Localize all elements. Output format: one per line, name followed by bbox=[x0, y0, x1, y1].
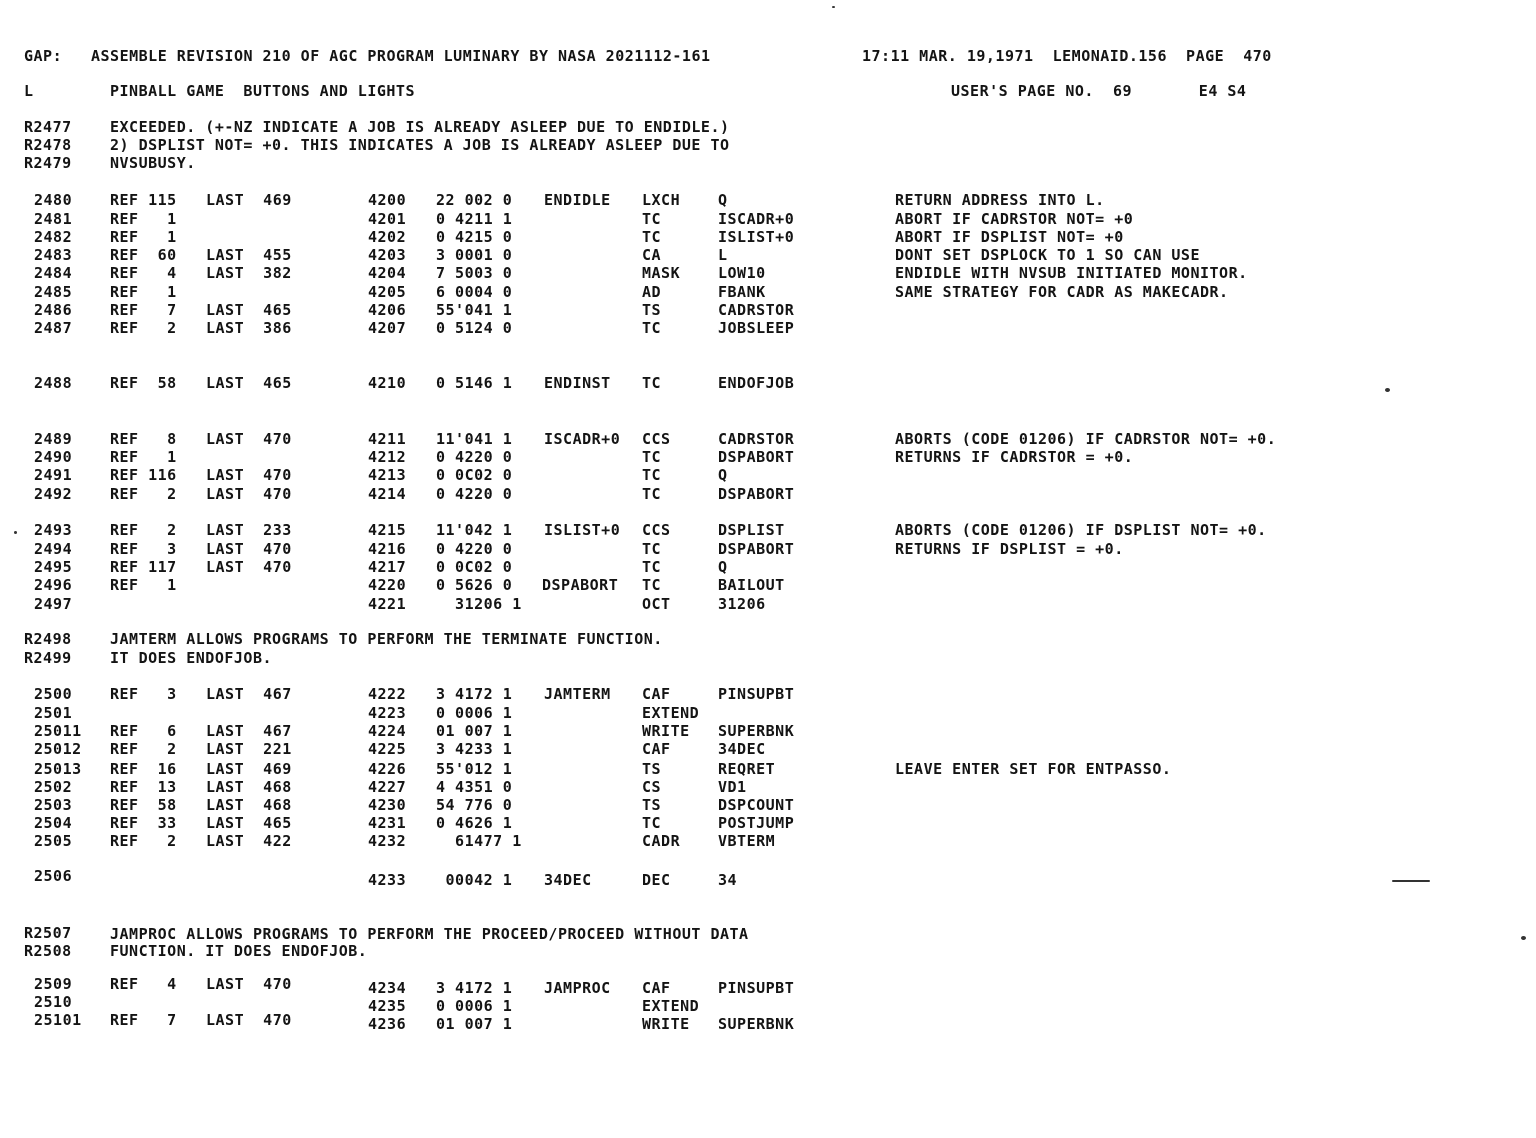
octal-code: 3 0001 0 bbox=[436, 246, 513, 264]
octal-code: 3 4172 1 bbox=[436, 979, 513, 997]
symbol-label: ISCADR+0 bbox=[544, 430, 621, 448]
opcode: CCS bbox=[642, 521, 671, 539]
octal-code: 0 0006 1 bbox=[436, 997, 513, 1015]
operand: ENDOFJOB bbox=[718, 374, 795, 392]
ref-count: REF 16 bbox=[110, 760, 177, 778]
opcode: CS bbox=[642, 778, 662, 796]
operand: SUPERBNK bbox=[718, 722, 795, 740]
ref-count: REF 115 bbox=[110, 191, 177, 209]
ref-count: REF 116 bbox=[110, 466, 177, 484]
address: 4233 bbox=[368, 871, 407, 889]
last-ref: LAST 470 bbox=[206, 466, 292, 484]
scan-streak bbox=[1392, 880, 1430, 882]
comment: DONT SET DSPLOCK TO 1 SO CAN USE bbox=[895, 246, 1200, 264]
last-ref: LAST 469 bbox=[206, 760, 292, 778]
octal-code: 4 4351 0 bbox=[436, 778, 513, 796]
ref-count: REF 4 bbox=[110, 264, 177, 282]
line-number: 2505 bbox=[34, 832, 73, 850]
line-number: R2498 bbox=[24, 630, 72, 648]
last-ref: LAST 465 bbox=[206, 301, 292, 319]
last-ref: LAST 470 bbox=[206, 558, 292, 576]
operand: PINSUPBT bbox=[718, 685, 795, 703]
address: 4224 bbox=[368, 722, 407, 740]
opcode: TC bbox=[642, 210, 662, 228]
opcode: LXCH bbox=[642, 191, 681, 209]
address: 4205 bbox=[368, 283, 407, 301]
last-ref: LAST 455 bbox=[206, 246, 292, 264]
line-number: 2490 bbox=[34, 448, 73, 466]
address: 4217 bbox=[368, 558, 407, 576]
line-number: R2479 bbox=[24, 154, 72, 172]
line-number: 2500 bbox=[34, 685, 73, 703]
scan-speck bbox=[1385, 388, 1390, 392]
opcode: OCT bbox=[642, 595, 671, 613]
opcode: AD bbox=[642, 283, 662, 301]
operand: 34 bbox=[718, 871, 738, 889]
line-number: 2497 bbox=[34, 595, 73, 613]
last-ref: LAST 470 bbox=[206, 485, 292, 503]
operand: CADRSTOR bbox=[718, 430, 795, 448]
octal-code: 61477 1 bbox=[436, 832, 522, 850]
operand: BAILOUT bbox=[718, 576, 785, 594]
operand: FBANK bbox=[718, 283, 766, 301]
octal-code: 0 5124 0 bbox=[436, 319, 513, 337]
remark-text: JAMPROC ALLOWS PROGRAMS TO PERFORM THE PROCEED/PROCEED WITHOUT DATA bbox=[110, 925, 749, 943]
octal-code: 0 0006 1 bbox=[436, 704, 513, 722]
address: 4223 bbox=[368, 704, 407, 722]
operand: DSPCOUNT bbox=[718, 796, 795, 814]
octal-code: 0 4626 1 bbox=[436, 814, 513, 832]
octal-code: 55'012 1 bbox=[436, 760, 513, 778]
address: 4225 bbox=[368, 740, 407, 758]
last-ref: LAST 467 bbox=[206, 685, 292, 703]
line-number: 2492 bbox=[34, 485, 73, 503]
ref-count: REF 1 bbox=[110, 210, 177, 228]
last-ref: LAST 422 bbox=[206, 832, 292, 850]
ref-count: REF 1 bbox=[110, 448, 177, 466]
octal-code: 0 4220 0 bbox=[436, 485, 513, 503]
opcode: CA bbox=[642, 246, 662, 264]
line-number: 2501 bbox=[34, 704, 73, 722]
header-date-page: 17:11 MAR. 19,1971 LEMONAID.156 PAGE 470 bbox=[862, 47, 1272, 65]
octal-code: 55'041 1 bbox=[436, 301, 513, 319]
operand: 34DEC bbox=[718, 740, 766, 758]
operand: L bbox=[718, 246, 728, 264]
line-number: R2508 bbox=[24, 942, 72, 960]
line-number: 2496 bbox=[34, 576, 73, 594]
ref-count: REF 1 bbox=[110, 576, 177, 594]
octal-code: 0 0C02 0 bbox=[436, 466, 513, 484]
octal-code: 00042 1 bbox=[436, 871, 513, 889]
line-number: 2493 bbox=[34, 521, 73, 539]
address: 4214 bbox=[368, 485, 407, 503]
scan-speck bbox=[832, 6, 835, 8]
line-number: 2485 bbox=[34, 283, 73, 301]
address: 4201 bbox=[368, 210, 407, 228]
octal-code: 3 4233 1 bbox=[436, 740, 513, 758]
operand: REQRET bbox=[718, 760, 776, 778]
opcode: TS bbox=[642, 301, 662, 319]
address: 4232 bbox=[368, 832, 407, 850]
octal-code: 11'041 1 bbox=[436, 430, 513, 448]
line-number: 25012 bbox=[34, 740, 82, 758]
header-gap-label: GAP: bbox=[24, 47, 63, 65]
line-number: 2504 bbox=[34, 814, 73, 832]
operand: ISLIST+0 bbox=[718, 228, 795, 246]
line-number: 2483 bbox=[34, 246, 73, 264]
ref-count: REF 3 bbox=[110, 540, 177, 558]
opcode: TC bbox=[642, 374, 662, 392]
opcode: TC bbox=[642, 319, 662, 337]
octal-code: 0 0C02 0 bbox=[436, 558, 513, 576]
ref-count: REF 60 bbox=[110, 246, 177, 264]
line-number: R2499 bbox=[24, 649, 72, 667]
operand: ISCADR+0 bbox=[718, 210, 795, 228]
header-assembly-title: ASSEMBLE REVISION 210 OF AGC PROGRAM LUMINARY BY NASA 2021112-161 bbox=[91, 47, 711, 65]
last-ref: LAST 465 bbox=[206, 374, 292, 392]
ref-count: REF 117 bbox=[110, 558, 177, 576]
opcode: CADR bbox=[642, 832, 681, 850]
line-number: 2510 bbox=[34, 993, 73, 1011]
opcode: TC bbox=[642, 558, 662, 576]
octal-code: 0 4215 0 bbox=[436, 228, 513, 246]
line-number: 2482 bbox=[34, 228, 73, 246]
comment: ABORTS (CODE 01206) IF DSPLIST NOT= +0. bbox=[895, 521, 1267, 539]
ref-count: REF 2 bbox=[110, 832, 177, 850]
ref-count: REF 1 bbox=[110, 228, 177, 246]
address: 4203 bbox=[368, 246, 407, 264]
last-ref: LAST 470 bbox=[206, 975, 292, 993]
operand: Q bbox=[718, 466, 728, 484]
scan-speck bbox=[1521, 936, 1526, 940]
opcode: TS bbox=[642, 760, 662, 778]
octal-code: 01 007 1 bbox=[436, 722, 513, 740]
opcode: CCS bbox=[642, 430, 671, 448]
address: 4215 bbox=[368, 521, 407, 539]
octal-code: 0 4220 0 bbox=[436, 448, 513, 466]
octal-code: 7 5003 0 bbox=[436, 264, 513, 282]
remark-text: JAMTERM ALLOWS PROGRAMS TO PERFORM THE TERMINATE FUNCTION. bbox=[110, 630, 663, 648]
comment: ABORTS (CODE 01206) IF CADRSTOR NOT= +0. bbox=[895, 430, 1277, 448]
ref-count: REF 7 bbox=[110, 1011, 177, 1029]
octal-code: 0 4220 0 bbox=[436, 540, 513, 558]
line-number: 2486 bbox=[34, 301, 73, 319]
header-users-page: USER'S PAGE NO. 69 E4 S4 bbox=[951, 82, 1247, 100]
symbol-label: ISLIST+0 bbox=[544, 521, 621, 539]
line-number: 25011 bbox=[34, 722, 82, 740]
line-number: R2477 bbox=[24, 118, 72, 136]
opcode: TS bbox=[642, 796, 662, 814]
address: 4202 bbox=[368, 228, 407, 246]
opcode: CAF bbox=[642, 979, 671, 997]
last-ref: LAST 470 bbox=[206, 430, 292, 448]
opcode: EXTEND bbox=[642, 997, 700, 1015]
octal-code: 54 776 0 bbox=[436, 796, 513, 814]
line-number: 25013 bbox=[34, 760, 82, 778]
line-number: 2509 bbox=[34, 975, 73, 993]
opcode: TC bbox=[642, 466, 662, 484]
comment: SAME STRATEGY FOR CADR AS MAKECADR. bbox=[895, 283, 1229, 301]
operand: CADRSTOR bbox=[718, 301, 795, 319]
ref-count: REF 1 bbox=[110, 283, 177, 301]
remark-text: 2) DSPLIST NOT= +0. THIS INDICATES A JOB IS ALREADY ASLEEP DUE TO bbox=[110, 136, 730, 154]
operand: Q bbox=[718, 558, 728, 576]
line-number: 2481 bbox=[34, 210, 73, 228]
last-ref: LAST 468 bbox=[206, 778, 292, 796]
address: 4210 bbox=[368, 374, 407, 392]
ref-count: REF 2 bbox=[110, 319, 177, 337]
octal-code: 0 5626 0 bbox=[436, 576, 513, 594]
remark-text: EXCEEDED. (+-NZ INDICATE A JOB IS ALREADY ASLEEP DUE TO ENDIDLE.) bbox=[110, 118, 730, 136]
octal-code: 0 5146 1 bbox=[436, 374, 513, 392]
line-number: 2495 bbox=[34, 558, 73, 576]
ref-count: REF 33 bbox=[110, 814, 177, 832]
address: 4211 bbox=[368, 430, 407, 448]
last-ref: LAST 468 bbox=[206, 796, 292, 814]
line-number: R2507 bbox=[24, 924, 72, 942]
opcode: TC bbox=[642, 814, 662, 832]
header-section-title: PINBALL GAME BUTTONS AND LIGHTS bbox=[110, 82, 415, 100]
opcode: EXTEND bbox=[642, 704, 700, 722]
comment: RETURN ADDRESS INTO L. bbox=[895, 191, 1105, 209]
opcode: TC bbox=[642, 576, 662, 594]
address: 4230 bbox=[368, 796, 407, 814]
address: 4222 bbox=[368, 685, 407, 703]
opcode: DEC bbox=[642, 871, 671, 889]
last-ref: LAST 467 bbox=[206, 722, 292, 740]
last-ref: LAST 470 bbox=[206, 540, 292, 558]
remark-text: FUNCTION. IT DOES ENDOFJOB. bbox=[110, 942, 368, 960]
ref-count: REF 58 bbox=[110, 796, 177, 814]
ref-count: REF 58 bbox=[110, 374, 177, 392]
address: 4236 bbox=[368, 1015, 407, 1033]
last-ref: LAST 386 bbox=[206, 319, 292, 337]
last-ref: LAST 382 bbox=[206, 264, 292, 282]
address: 4234 bbox=[368, 979, 407, 997]
line-number: 2487 bbox=[34, 319, 73, 337]
address: 4213 bbox=[368, 466, 407, 484]
operand: 31206 bbox=[718, 595, 766, 613]
line-number: 2503 bbox=[34, 796, 73, 814]
opcode: CAF bbox=[642, 685, 671, 703]
symbol-label: 34DEC bbox=[544, 871, 592, 889]
comment: RETURNS IF CADRSTOR = +0. bbox=[895, 448, 1134, 466]
opcode: MASK bbox=[642, 264, 681, 282]
address: 4204 bbox=[368, 264, 407, 282]
comment: ENDIDLE WITH NVSUB INITIATED MONITOR. bbox=[895, 264, 1248, 282]
operand: LOW10 bbox=[718, 264, 766, 282]
opcode: TC bbox=[642, 485, 662, 503]
address: 4226 bbox=[368, 760, 407, 778]
remark-text: NVSUBUSY. bbox=[110, 154, 196, 172]
line-number: 2502 bbox=[34, 778, 73, 796]
operand: VBTERM bbox=[718, 832, 776, 850]
opcode: WRITE bbox=[642, 722, 690, 740]
line-number: 25101 bbox=[34, 1011, 82, 1029]
operand: SUPERBNK bbox=[718, 1015, 795, 1033]
last-ref: LAST 465 bbox=[206, 814, 292, 832]
address: 4216 bbox=[368, 540, 407, 558]
address: 4200 bbox=[368, 191, 407, 209]
symbol-label: JAMPROC bbox=[544, 979, 611, 997]
operand: VD1 bbox=[718, 778, 747, 796]
address: 4212 bbox=[368, 448, 407, 466]
operand: PINSUPBT bbox=[718, 979, 795, 997]
symbol-label: JAMTERM bbox=[544, 685, 611, 703]
operand: Q bbox=[718, 191, 728, 209]
symbol-label: ENDINST bbox=[544, 374, 611, 392]
line-number: 2488 bbox=[34, 374, 73, 392]
line-number: 2480 bbox=[34, 191, 73, 209]
ref-count: REF 13 bbox=[110, 778, 177, 796]
comment: ABORT IF DSPLIST NOT= +0 bbox=[895, 228, 1124, 246]
opcode: CAF bbox=[642, 740, 671, 758]
line-number: R2478 bbox=[24, 136, 72, 154]
ref-count: REF 8 bbox=[110, 430, 177, 448]
symbol-label: ENDIDLE bbox=[544, 191, 611, 209]
opcode: TC bbox=[642, 448, 662, 466]
opcode: TC bbox=[642, 228, 662, 246]
address: 4235 bbox=[368, 997, 407, 1015]
octal-code: 11'042 1 bbox=[436, 521, 513, 539]
line-number: 2506 bbox=[34, 867, 73, 885]
ref-count: REF 3 bbox=[110, 685, 177, 703]
operand: POSTJUMP bbox=[718, 814, 795, 832]
ref-count: REF 2 bbox=[110, 740, 177, 758]
last-ref: LAST 221 bbox=[206, 740, 292, 758]
operand: DSPABORT bbox=[718, 540, 795, 558]
last-ref: LAST 470 bbox=[206, 1011, 292, 1029]
operand: JOBSLEEP bbox=[718, 319, 795, 337]
ref-count: REF 4 bbox=[110, 975, 177, 993]
comment: RETURNS IF DSPLIST = +0. bbox=[895, 540, 1124, 558]
operand: DSPABORT bbox=[718, 448, 795, 466]
header-l-label: L bbox=[24, 82, 34, 100]
line-number: 2484 bbox=[34, 264, 73, 282]
scan-speck bbox=[14, 531, 17, 534]
line-number: 2494 bbox=[34, 540, 73, 558]
ref-count: REF 2 bbox=[110, 521, 177, 539]
address: 4227 bbox=[368, 778, 407, 796]
comment: LEAVE ENTER SET FOR ENTPASSO. bbox=[895, 760, 1172, 778]
octal-code: 0 4211 1 bbox=[436, 210, 513, 228]
octal-code: 31206 1 bbox=[436, 595, 522, 613]
operand: DSPABORT bbox=[718, 485, 795, 503]
address: 4206 bbox=[368, 301, 407, 319]
address: 4231 bbox=[368, 814, 407, 832]
octal-code: 3 4172 1 bbox=[436, 685, 513, 703]
octal-code: 22 002 0 bbox=[436, 191, 513, 209]
remark-text: IT DOES ENDOFJOB. bbox=[110, 649, 273, 667]
address: 4221 bbox=[368, 595, 407, 613]
address: 4207 bbox=[368, 319, 407, 337]
octal-code: 01 007 1 bbox=[436, 1015, 513, 1033]
opcode: WRITE bbox=[642, 1015, 690, 1033]
address: 4220 bbox=[368, 576, 407, 594]
comment: ABORT IF CADRSTOR NOT= +0 bbox=[895, 210, 1134, 228]
ref-count: REF 6 bbox=[110, 722, 177, 740]
octal-code: 6 0004 0 bbox=[436, 283, 513, 301]
operand: DSPLIST bbox=[718, 521, 785, 539]
ref-count: REF 7 bbox=[110, 301, 177, 319]
last-ref: LAST 469 bbox=[206, 191, 292, 209]
opcode: TC bbox=[642, 540, 662, 558]
last-ref: LAST 233 bbox=[206, 521, 292, 539]
line-number: 2491 bbox=[34, 466, 73, 484]
symbol-label: DSPABORT bbox=[542, 576, 619, 594]
line-number: 2489 bbox=[34, 430, 73, 448]
ref-count: REF 2 bbox=[110, 485, 177, 503]
